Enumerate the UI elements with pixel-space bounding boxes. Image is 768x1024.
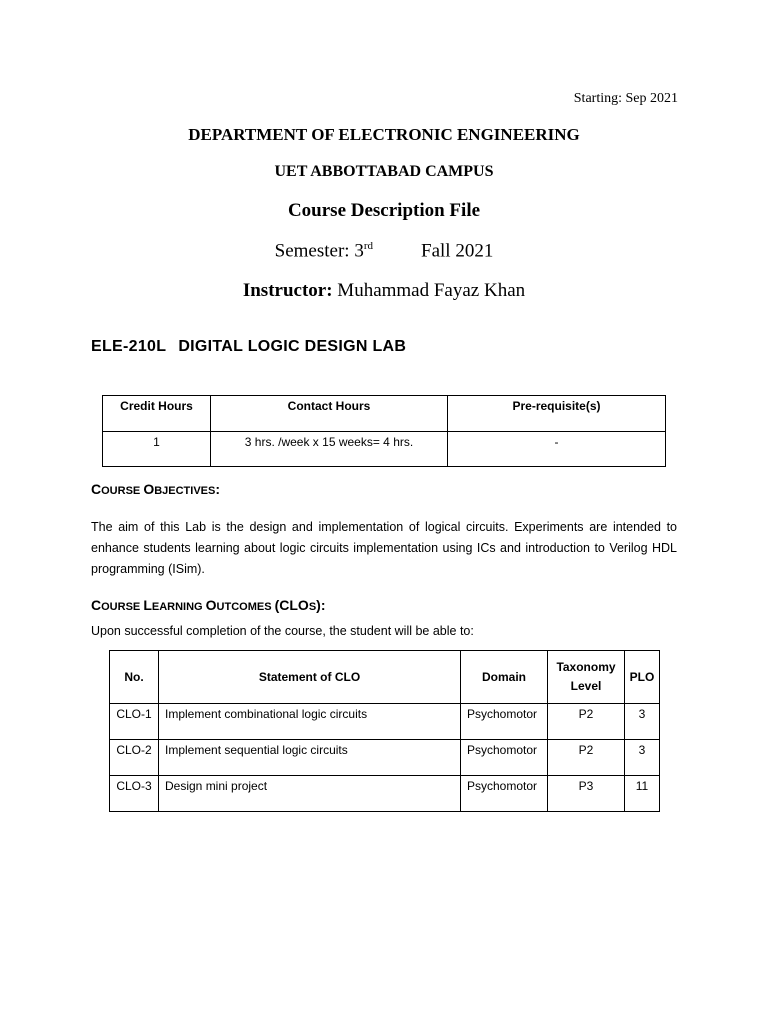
starting-date: Starting: Sep 2021 bbox=[573, 91, 678, 106]
objectives-text: The aim of this Lab is the design and implementation of logical circuits. Experiments are intended to enhance students learning about logic circuits implementation using ICs and introduction to Verilog HDL programming (ISim). bbox=[91, 520, 677, 576]
contact-hours-header: Contact Hours bbox=[211, 396, 448, 432]
clo-domain: Psychomotor bbox=[461, 740, 548, 776]
clo-statement: Implement combinational logic circuits bbox=[159, 704, 461, 740]
clo-domain: Psychomotor bbox=[461, 776, 548, 812]
credit-hours-header: Credit Hours bbox=[103, 396, 211, 432]
credit-table-header bbox=[103, 396, 666, 432]
semester-number: 3 bbox=[354, 240, 364, 262]
clo-plo: 3 bbox=[625, 740, 660, 776]
term: Fall 2021 bbox=[421, 240, 494, 262]
objectives-heading: COURSE OBJECTIVES: bbox=[91, 481, 221, 497]
clo-plo: 3 bbox=[625, 704, 660, 740]
instructor-label: Instructor: bbox=[242, 280, 333, 301]
clo-number: CLO-2 bbox=[110, 740, 159, 776]
course-code: ELE-210L bbox=[91, 338, 167, 355]
clo-table bbox=[109, 650, 660, 812]
campus-title: UET ABBOTTABAD CAMPUS bbox=[274, 163, 494, 180]
clo-domain-header: Domain bbox=[461, 651, 548, 704]
credit-table bbox=[102, 395, 666, 467]
credit-hours-value: 1 bbox=[103, 432, 211, 467]
instructor-line bbox=[0, 280, 768, 302]
table-row bbox=[110, 740, 660, 776]
credit-table-row bbox=[103, 432, 666, 467]
instructor-name: Muhammad Fayaz Khan bbox=[337, 280, 526, 301]
semester-line bbox=[0, 240, 768, 262]
clo-statement-header: Statement of CLO bbox=[159, 651, 461, 704]
table-row bbox=[110, 704, 660, 740]
prerequisites-value: - bbox=[448, 432, 666, 467]
clo-plo: 11 bbox=[625, 776, 660, 812]
clo-statement: Implement sequential logic circuits bbox=[159, 740, 461, 776]
department-title: DEPARTMENT OF ELECTRONIC ENGINEERING bbox=[188, 125, 580, 144]
semester-suffix: rd bbox=[363, 240, 374, 252]
course-name: DIGITAL LOGIC DESIGN LAB bbox=[178, 338, 407, 355]
clo-domain: Psychomotor bbox=[461, 704, 548, 740]
clo-taxonomy: P2 bbox=[548, 704, 625, 740]
clo-heading: COURSE LEARNING OUTCOMES (CLOS): bbox=[91, 597, 326, 613]
clo-taxonomy: P2 bbox=[548, 740, 625, 776]
file-title: Course Description File bbox=[287, 200, 481, 221]
clo-number: CLO-3 bbox=[110, 776, 159, 812]
contact-hours-value: 3 hrs. /week x 15 weeks= 4 hrs. bbox=[211, 432, 448, 467]
clo-taxonomy-header: Taxonomy Level bbox=[548, 651, 625, 704]
prerequisites-header: Pre-requisite(s) bbox=[448, 396, 666, 432]
clo-no-header: No. bbox=[110, 651, 159, 704]
semester-label: Semester: bbox=[274, 240, 350, 262]
clo-number: CLO-1 bbox=[110, 704, 159, 740]
clo-statement: Design mini project bbox=[159, 776, 461, 812]
clo-plo-header: PLO bbox=[625, 651, 660, 704]
clo-intro: Upon successful completion of the course, the student will be able to: bbox=[91, 624, 474, 638]
course-heading bbox=[91, 338, 406, 356]
clo-table-header bbox=[110, 651, 660, 704]
clo-taxonomy: P3 bbox=[548, 776, 625, 812]
table-row bbox=[110, 776, 660, 812]
